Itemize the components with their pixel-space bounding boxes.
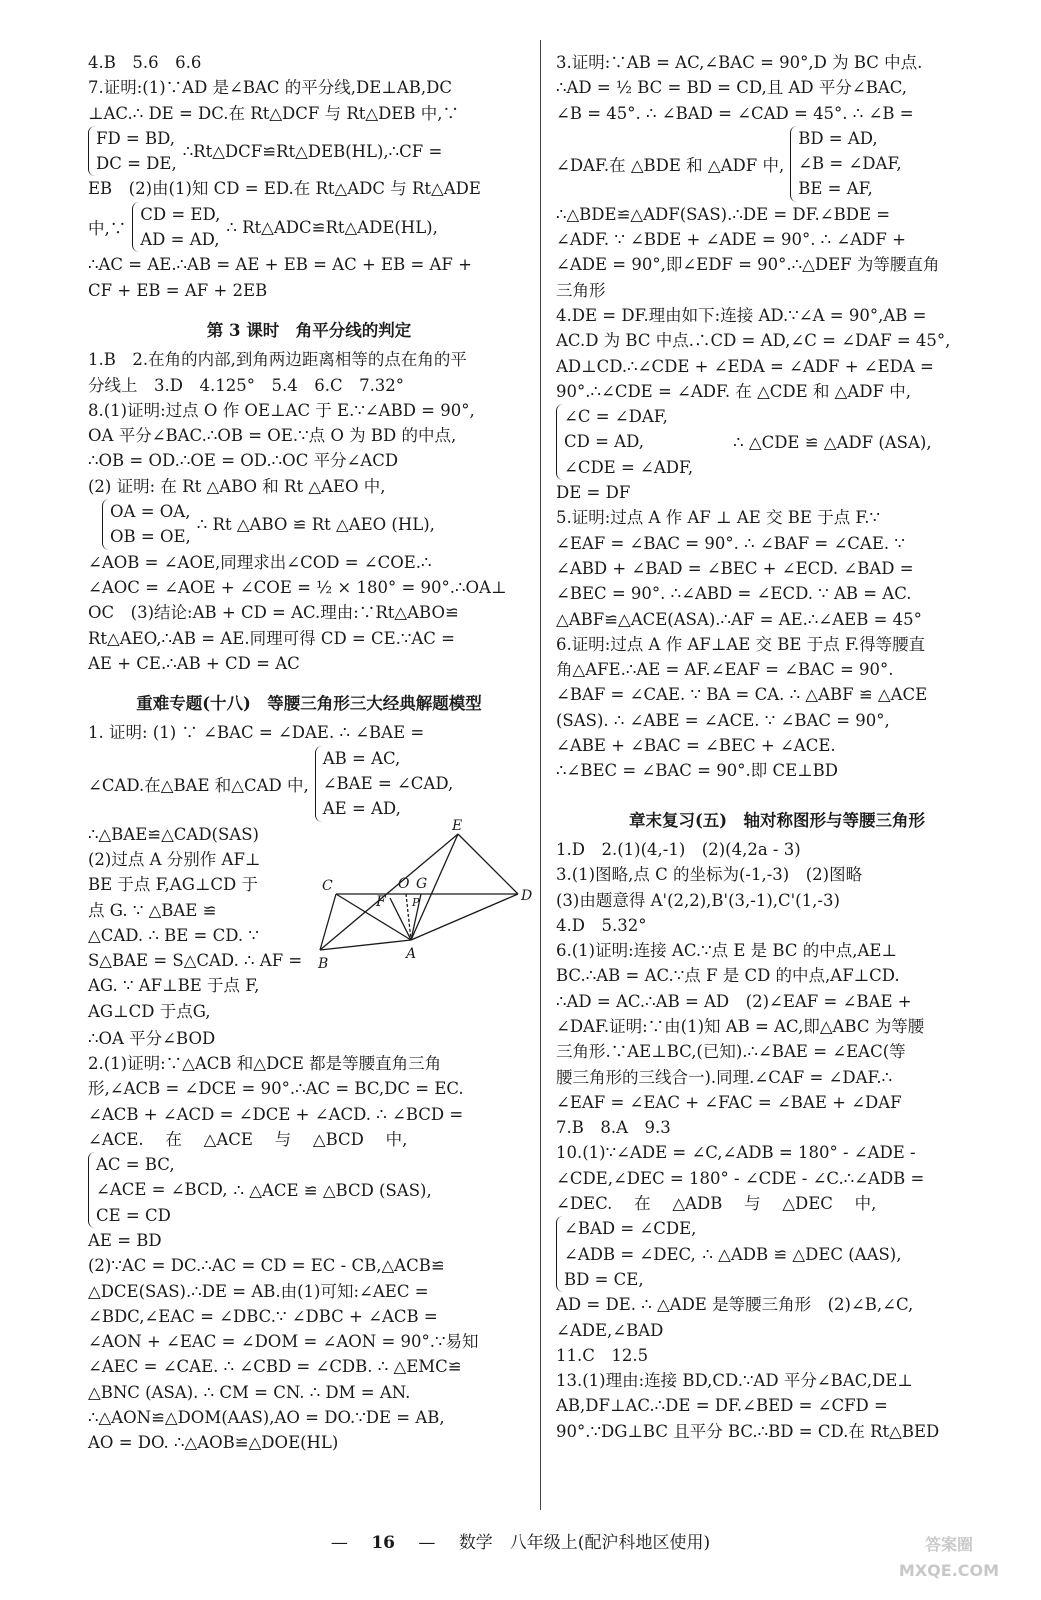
conclusion: ∴ △ACE ≌ △BCD (SAS),: [233, 1180, 432, 1200]
answer-line: AO = DO. ∴△AOB≌△DOE(HL): [88, 1433, 339, 1453]
answer-line: 三角形.∵AE⊥BC,(已知).∴∠BAE = ∠EAC(等: [556, 1042, 906, 1062]
brace-lines: [315, 746, 453, 822]
left-column: [88, 50, 533, 1456]
answer-line: 7.证明:(1)∵AD 是∠BAC 的平分线,DE⊥AB,DC: [88, 78, 452, 98]
equation-system: [88, 126, 530, 177]
answer-line: 5.证明:过点 A 作 AF ⊥ AE 交 BE 于点 F.∵: [556, 508, 881, 528]
equation: OB = OE,: [110, 527, 191, 547]
answer-line: ∠ADF. ∵ ∠BDE + ∠ADE = 90°. ∴ ∠ADF +: [556, 230, 906, 250]
answer-line: 腰三角形的三线合一).同理.∠CAF = ∠DAF.∴: [556, 1067, 893, 1087]
answer-line: OC (3)结论:AB + CD = AC.理由:∵Rt△ABO≌: [88, 603, 459, 623]
brace-lines: [88, 1152, 228, 1228]
answer-line: ∠ACE. 在 △ACE 与 △BCD 中,: [88, 1129, 408, 1149]
answer-line: ∴△BDE≌△ADF(SAS).∴DE = DF.∠BDE =: [556, 204, 891, 224]
watermark-line1: 答案圈: [924, 1535, 974, 1554]
answer-line: (3)由题意得 A'(2,2),B'(3,-1),C'(1,-3): [556, 890, 840, 910]
answer-line: ∠ACB + ∠ACD = ∠DCE + ∠ACD. ∴ ∠BCD =: [88, 1104, 464, 1124]
answer-line: △DCE(SAS).∴DE = AB.由(1)可知:∠AEC =: [88, 1281, 429, 1301]
answer-line: 形,∠ACB = ∠DCE = 90°.∴AC = BC,DC = EC.: [88, 1079, 464, 1099]
answer-line: ∴OB = OD.∴OE = OD.∴OC 平分∠ACD: [88, 451, 399, 471]
answer-line: 10.(1)∵∠ADE = ∠C,∠ADB = 180° - ∠ADE -: [556, 1143, 916, 1163]
answer-line: (2)∵AC = DC.∴AC = CD = EC - CB,△ACB≌: [88, 1256, 445, 1276]
watermark-line2: MXQE.COM: [898, 1561, 1000, 1580]
watermark-logo: [879, 1524, 1019, 1586]
right-column: [556, 50, 998, 1444]
answer-line: ∠EAF = ∠BAC = 90°. ∴ ∠BAF = ∠CAE. ∵: [556, 533, 905, 553]
answer-line: 三角形: [556, 280, 606, 300]
lead-text: ∠DAF.在 △BDE 和 △ADF 中,: [556, 155, 785, 175]
label-a: A: [406, 945, 417, 962]
answer-line: ∴OA 平分∠BOD: [88, 1028, 216, 1048]
answer-line: 6.证明:过点 A 作 AF⊥AE 交 BE 于点 F.得等腰直: [556, 634, 926, 654]
answer-line: ∠BEC = 90°. ∴∠ABD = ∠ECD. ∵ AB = AC.: [556, 584, 912, 604]
equation: BD = AD,: [798, 128, 878, 148]
equation: OA = OA,: [110, 502, 191, 522]
answer-line: EB (2)由(1)知 CD = ED.在 Rt△ADC 与 Rt△ADE: [88, 179, 481, 199]
label-o: O: [398, 875, 410, 892]
conclusion: ∴ Rt△ADC≌Rt△ADE(HL),: [226, 217, 438, 237]
conclusion: ∴Rt△DCF≌Rt△DEB(HL),∴CF =: [182, 141, 443, 161]
answer-line: ∠AEC = ∠CAE. ∴ ∠CBD = ∠CDB. ∴ △EMC≌: [88, 1357, 462, 1377]
answer-line: (2)过点 A 分别作 AF⊥: [88, 849, 261, 869]
answer-line: ∠CDE,∠DEC = 180° - ∠CDE - ∠C.∴∠ADB =: [556, 1168, 925, 1188]
answer-line: 6.(1)证明:连接 AC.∵点 E 是 BC 的中点,AE⊥: [556, 941, 897, 961]
column-divider: [540, 40, 541, 1510]
segment-oa: [406, 894, 411, 940]
equation: AB = AC,: [322, 748, 401, 768]
lead-text: ∠CAD.在△BAE 和△CAD 中,: [88, 775, 309, 795]
answer-line: AE + CE.∴AB + CD = AC: [88, 653, 300, 673]
equation-system: [556, 1216, 998, 1292]
equation: ∠B = ∠DAF,: [798, 154, 902, 174]
answer-line: ∠AON + ∠EAC = ∠DOM = ∠AON = 90°.∵易知: [88, 1332, 479, 1352]
answer-line: AD⊥CD.∴∠CDE + ∠EDA = ∠ADF + ∠EDA =: [556, 356, 934, 376]
answer-line: 7.B 8.A 9.3: [556, 1118, 671, 1138]
answer-line: ∠ABE + ∠BAC = ∠BEC + ∠ACE.: [556, 736, 836, 756]
answer-line: 13.(1)理由:连接 BD,CD.∵AD 平分∠BAC,DE⊥: [556, 1371, 913, 1391]
answer-line: ∠ABD + ∠BAD = ∠BEC + ∠ECD. ∠BAD =: [556, 558, 914, 578]
equation: ∠BAD = ∠CDE,: [564, 1219, 697, 1239]
answer-line: 90°.∵DG⊥BC 且平分 BC.∴BD = CD.在 Rt△BED: [556, 1421, 940, 1441]
segment-cb: [320, 894, 336, 950]
answer-line: AC.D 为 BC 中点.∴CD = AD,∠C = ∠DAF = 45°,: [556, 331, 951, 351]
answer-line: ∠DAF.证明:∵由(1)知 AB = AC,即△ABC 为等腰: [556, 1016, 925, 1036]
equation: CD = AD,: [564, 432, 644, 452]
equation: ∠ADB = ∠DEC,: [564, 1244, 696, 1264]
answer-line: ∠BDC,∠EAC = ∠DBC.∵ ∠DBC + ∠ACB =: [88, 1306, 438, 1326]
brace-lines: [132, 202, 220, 253]
answer-line: △BNC (ASA). ∴ CM = CN. ∴ DM = AN.: [88, 1382, 411, 1402]
answer-line: Rt△AEO,∴AB = AE.同理可得 CD = CE.∵AC =: [88, 628, 456, 648]
brace-lines: [790, 126, 901, 202]
figure-side-text: [88, 822, 318, 1032]
equation: BE = AF,: [798, 179, 873, 199]
equation-system: [88, 499, 530, 550]
answer-line: (SAS). ∴ ∠ABE = ∠ACE. ∵ ∠BAC = 90°,: [556, 710, 890, 730]
section-title: 章末复习(五) 轴对称图形与等腰三角形: [628, 810, 926, 830]
footer-subject: 数学 八年级上(配沪科地区使用): [458, 1533, 711, 1553]
answer-line: ∠B = 45°. ∴ ∠BAD = ∠CAD = 45°. ∴ ∠B =: [556, 103, 914, 123]
answer-line: BE 于点 F,AG⊥CD 于: [88, 875, 258, 895]
lead-text: 中,∵: [88, 219, 127, 239]
conclusion: ∴ △CDE ≌ △ADF (ASA),: [733, 432, 932, 452]
equation: CE = CD: [96, 1205, 171, 1225]
answer-line: △CAD. ∴ BE = CD. ∵: [88, 925, 259, 945]
answer-line: DE = DF: [556, 483, 631, 503]
answer-line: ∴∠BEC = ∠BAC = 90°.即 CE⊥BD: [556, 761, 839, 781]
answer-line: 角△AFE.∴AE = AF.∠EAF = ∠BAC = 90°.: [556, 660, 894, 680]
answer-line: BC.∴AB = AC.∵点 F 是 CD 的中点,AF⊥CD.: [556, 966, 900, 986]
answer-line: ∴AC = AE.∴AB = AE + EB = AC + EB = AF +: [88, 255, 472, 275]
answer-line: 8.(1)证明:过点 O 作 OE⊥AC 于 E.∵∠ABD = 90°,: [88, 400, 475, 420]
label-d: D: [521, 887, 533, 904]
equation: BD = CE,: [564, 1269, 644, 1289]
equation-system: [556, 126, 998, 202]
answer-line: ∴AD = ½ BC = BD = CD,且 AD 平分∠BAC,: [556, 78, 908, 98]
segment-be: [320, 834, 458, 950]
answer-line: ∠BAF = ∠CAE. ∵ BA = CA. ∴ △ABF ≌ △ACE: [556, 685, 928, 705]
answer-line: CF + EB = AF + 2EB: [88, 280, 268, 300]
answer-line: 分线上 3.D 4.125° 5.4 6.C 7.32°: [88, 375, 405, 395]
answer-line: ∴△BAE≌△CAD(SAS): [88, 824, 259, 844]
segment-ad: [411, 894, 518, 940]
answer-line: 点 G. ∵ △BAE ≌: [88, 900, 217, 920]
answer-line: 3.(1)图略,点 C 的坐标为(-1,-3) (2)图略: [556, 865, 863, 885]
answer-line: ∠AOC = ∠AOE + ∠COE = ½ × 180° = 90°.∴OA⊥: [88, 577, 507, 597]
answer-line: 1.D 2.(1)(4,-1) (2)(4,2a - 3): [556, 839, 801, 859]
equation-system: [88, 202, 530, 253]
answer-line: AG⊥CD 于点G,: [88, 1001, 211, 1021]
geometry-figure: [318, 817, 533, 1032]
answer-line: ∠EAF = ∠EAC + ∠FAC = ∠BAE + ∠DAF: [556, 1092, 902, 1112]
answer-line: ∠DEC. 在 △ADB 与 △DEC 中,: [556, 1194, 877, 1214]
label-c: C: [322, 877, 333, 894]
answer-line: ∴△AON≌△DOM(AAS),AO = DO.∵DE = AB,: [88, 1408, 445, 1428]
brace-lines: [556, 404, 693, 480]
equation-system: [556, 404, 998, 480]
answer-line: 2.(1)证明:∵△ACB 和△DCE 都是等腰直角三角: [88, 1053, 442, 1073]
answer-line: S△BAE = S△CAD. ∴ AF =: [88, 951, 303, 971]
answer-line: 3.证明:∵AB = AC,∠BAC = 90°,D 为 BC 中点.: [556, 53, 923, 72]
answer-line: ∠ADE,∠BAD: [556, 1320, 664, 1340]
equation: ∠C = ∠DAF,: [564, 407, 668, 427]
equation-system: [88, 1152, 530, 1228]
section-title: 第 3 课时 角平分线的判定: [206, 320, 412, 340]
answer-line: AE = BD: [88, 1230, 162, 1250]
label-p: P: [412, 895, 420, 909]
answer-line: AG. ∵ AF⊥BE 于点 F,: [88, 976, 260, 996]
equation: AC = BC,: [96, 1155, 175, 1175]
answer-line: ⊥AC.∴ DE = DC.在 Rt△DCF 与 Rt△DEB 中,∵: [88, 103, 459, 123]
equation: ∠CDE = ∠ADF,: [564, 457, 694, 477]
answer-line: 1. 证明: (1) ∵ ∠BAC = ∠DAE. ∴ ∠BAE =: [88, 723, 425, 743]
answer-line: ∠AOB = ∠AOE,同理求出∠COD = ∠COE.∴: [88, 552, 432, 572]
equation: ∠BAE = ∠CAD,: [322, 774, 454, 794]
equation: AE = AD,: [322, 799, 401, 819]
section-title: 重难专题(十八) 等腰三角形三大经典解题模型: [136, 694, 482, 714]
equation-system: [88, 746, 530, 822]
answer-line: ∴AD = AC.∴AB = AD (2)∠EAF = ∠BAE +: [556, 991, 912, 1011]
answer-line: 4.B 5.6 6.6: [88, 53, 202, 72]
answer-line: ∠ADE = 90°,即∠EDF = 90°.∴△DEF 为等腰直角: [556, 255, 940, 275]
answer-line: 4.D 5.32°: [556, 915, 647, 935]
figure-block: [88, 817, 533, 1032]
page-number: 16: [371, 1533, 395, 1553]
brace-lines: [556, 1216, 696, 1292]
footer-dash: —: [330, 1533, 348, 1553]
answer-line: AB,DF⊥AC.∴DE = DF.∠BED = ∠CFD =: [556, 1396, 888, 1416]
answer-line: △ABF≌△ACE(ASA).∴AF = AE.∴∠AEB = 45°: [556, 609, 922, 629]
equation: CD = ED,: [140, 204, 221, 224]
brace-lines: [102, 499, 191, 550]
conclusion: ∴ △ADB ≌ △DEC (AAS),: [702, 1244, 902, 1264]
equation: DC = DE,: [96, 154, 177, 174]
label-f: F: [376, 893, 386, 910]
label-g: G: [416, 875, 428, 892]
answer-line: 11.C 12.5: [556, 1345, 649, 1365]
label-b: B: [318, 955, 329, 972]
segment-ed: [458, 834, 518, 894]
equation: AD = AD,: [140, 230, 220, 250]
segment-ba: [320, 940, 411, 950]
answer-line: (2) 证明: 在 Rt △ABO 和 Rt △AEO 中,: [88, 476, 386, 496]
answer-line: AD = DE. ∴ △ADE 是等腰三角形 (2)∠B,∠C,: [556, 1295, 914, 1315]
brace-lines: [88, 126, 177, 177]
equation: ∠ACE = ∠BCD,: [96, 1180, 228, 1200]
answer-line: 1.B 2.在角的内部,到角两边距离相等的点在角的平: [88, 350, 467, 370]
answer-line: 90°.∴∠CDE = ∠ADF. 在 △CDE 和 △ADF 中,: [556, 381, 911, 401]
answer-line: OA 平分∠BAC.∴OB = OE.∵点 O 为 BD 的中点,: [88, 426, 457, 446]
label-e: E: [452, 817, 463, 834]
footer-dash: —: [418, 1533, 436, 1553]
answer-line: 4.DE = DF.理由如下:连接 AD.∵∠A = 90°,AB =: [556, 305, 927, 325]
conclusion: ∴ Rt △ABO ≌ Rt △AEO (HL),: [196, 514, 435, 534]
equation: FD = BD,: [96, 128, 176, 148]
